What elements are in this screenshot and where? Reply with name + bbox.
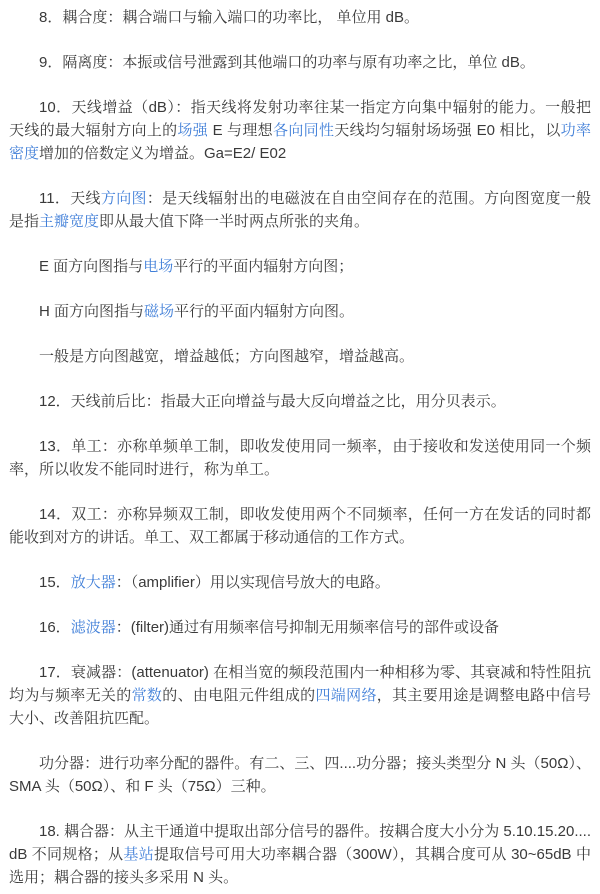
paragraph: [9, 6, 591, 29]
text-run: 16．: [39, 619, 71, 636]
term-link[interactable]: 方向图: [100, 190, 147, 207]
text-run: 10．天线增益（dB）：指天线将发射功率往某一指定方向集中辐射的能力。一般把天线的最大辐射方向上的: [9, 99, 591, 139]
text-run: 14．双工：亦称异频双工制，即收发使用两个不同频率，任何一方在发话的同时都能收到对方的讲话。单工、双工都属于移动通信的工作方式。: [9, 506, 591, 546]
text-run: 平行的平面内辐射方向图。: [174, 303, 355, 320]
paragraph: [9, 661, 591, 730]
term-link[interactable]: 功率密度: [9, 122, 591, 162]
term-link[interactable]: 磁场: [144, 303, 175, 320]
text-run: 增加的倍数定义为增益。Ga=E2/ E02: [39, 145, 287, 162]
paragraph: [9, 300, 591, 323]
term-link[interactable]: 滤波器: [70, 619, 116, 636]
paragraph: [9, 752, 591, 798]
paragraph: [9, 187, 591, 233]
text-run: 15．: [39, 574, 71, 591]
text-run: E 与理想: [208, 122, 274, 139]
paragraph: [9, 616, 591, 639]
text-run: 功分器：进行功率分配的器件。有二、三、四....功分器；接头类型分 N 头（50Ω）、SMA 头（50Ω）、和 F 头（75Ω）三种。: [9, 755, 591, 795]
term-link[interactable]: 四端网络: [315, 687, 377, 704]
text-run: ，其主要用途是调整电路中信号大小、改善阻抗匹配。: [9, 687, 591, 727]
term-link[interactable]: 各向同性: [273, 122, 335, 139]
text-run: 9．隔离度：本振或信号泄露到其他端口的功率与原有功率之比，单位 dB。: [39, 54, 535, 71]
paragraph: [9, 503, 591, 549]
text-run: 提取信号可用大功率耦合器（300W），其耦合度可从 30~65dB 中选用；耦合器的接头多采用 N 头。: [9, 846, 591, 886]
text-run: H 面方向图指与: [39, 303, 145, 320]
text-run: ：(filter)通过有用频率信号抑制无用频率信号的部件或设备: [115, 619, 500, 636]
text-run: 的、由电阻元件组成的: [162, 687, 316, 704]
paragraph: [9, 96, 591, 165]
paragraph: [9, 435, 591, 481]
text-run: E 面方向图指与: [39, 258, 144, 275]
text-run: 天线均匀辐射场场强 E0 相比，以: [334, 122, 561, 139]
term-link[interactable]: 放大器: [70, 574, 116, 591]
paragraph: [9, 51, 591, 74]
term-link[interactable]: 基站: [123, 846, 154, 863]
paragraph: [9, 255, 591, 278]
term-link[interactable]: 电场: [143, 258, 174, 275]
text-run: 18. 耦合器：从主干通道中提取出部分信号的器件。按耦合度大小分为 5.10.15.20.... dB 不同规格；从: [9, 823, 591, 863]
text-run: 11．天线: [39, 190, 101, 207]
paragraph: [9, 345, 591, 368]
text-run: ：是天线辐射出的电磁波在自由空间存在的范围。方向图宽度一般是指: [9, 190, 591, 230]
term-link[interactable]: 场强: [177, 122, 209, 139]
text-run: 即从最大值下降一半时两点所张的夹角。: [99, 213, 370, 230]
paragraph: [9, 571, 591, 594]
text-run: 一般是方向图越宽，增益越低；方向图越窄，增益越高。: [39, 348, 415, 365]
text-run: 平行的平面内辐射方向图；: [173, 258, 354, 275]
paragraph: [9, 390, 591, 413]
text-run: 13．单工：亦称单频单工制，即收发使用同一频率，由于接收和发送使用同一个频率，所以收发不能同时进行，称为单工。: [9, 438, 591, 478]
paragraph: [9, 820, 591, 889]
term-link[interactable]: 主瓣宽度: [39, 213, 100, 230]
text-run: 17．衰减器：(attenuator) 在相当宽的频段范围内一种相移为零、其衰减和特性阻抗均为与频率无关的: [9, 664, 591, 704]
text-run: 12．天线前后比：指最大正向增益与最大反向增益之比，用分贝表示。: [39, 393, 506, 410]
text-run: ：（amplifier）用以实现信号放大的电路。: [115, 574, 390, 591]
text-run: 8．耦合度：耦合端口与输入端口的功率比， 单位用 dB。: [39, 9, 420, 26]
term-link[interactable]: 常数: [131, 687, 163, 704]
